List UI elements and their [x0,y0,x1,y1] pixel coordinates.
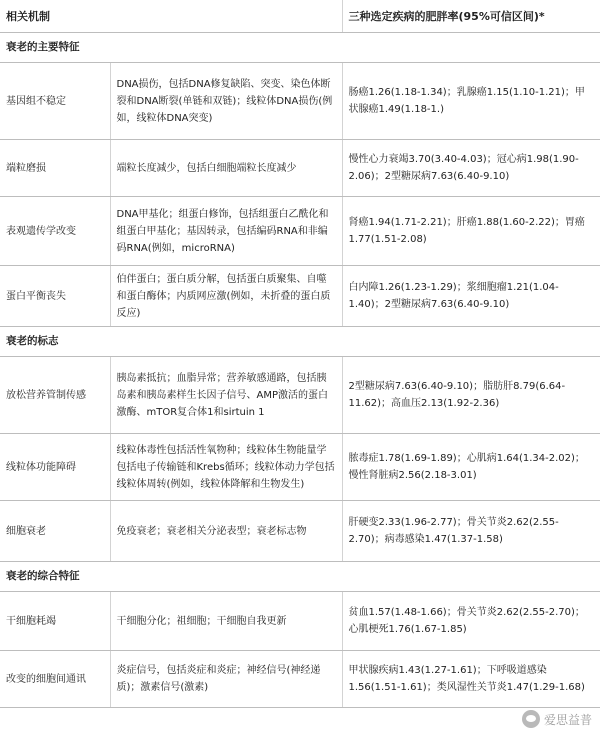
table-row [0,140,600,197]
mechanism-cell: 干细胞耗竭 [0,592,110,651]
table-row [0,357,600,434]
description-cell: 干细胞分化；祖细胞；干细胞自我更新 [110,592,342,651]
section-title-antagonistic: 衰老的标志 [0,327,600,357]
rates-cell: 2型糖尿病7.63(6.40-9.10)；脂肪肝8.79(6.64-11.62)；高血压2.13(1.92-2.36) [342,357,600,434]
rates-cell: 肾癌1.94(1.71-2.21)；肝癌1.88(1.60-2.22)；胃癌1.77(1.51-2.08) [342,197,600,266]
rates-cell: 肝硬变2.33(1.96-2.77)；骨关节炎2.62(2.55-2.70)；病毒感染1.47(1.37-1.58) [342,501,600,562]
section-title-integrative: 衰老的综合特征 [0,562,600,592]
description-cell: DNA损伤，包括DNA修复缺陷、突变、染色体断裂和DNA断裂(单链和双链)；线粒体DNA损伤(例如，线粒体DNA突变) [110,63,342,140]
mechanism-cell: 细胞衰老 [0,501,110,562]
watermark-text: 爱思益普 [543,712,592,727]
description-cell: 炎症信号，包括炎症和炎症；神经信号(神经递质)；激素信号(激素) [110,651,342,708]
description-cell: 伯伴蛋白；蛋白质分解，包括蛋白质聚集、自噬和蛋白酶体；内质网应激(例如，未折叠的蛋白质反应) [110,266,342,327]
mechanism-cell: 放松营养管制传感 [0,357,110,434]
table-row [0,501,600,562]
description-cell: 线粒体毒性包括活性氧物种；线粒体生物能量学包括电子传输链和Krebs循环；线粒体动力学包括线粒体周转(例如，线粒体降解和生物发生) [110,434,342,501]
mechanism-cell: 端粒磨损 [0,140,110,197]
table-row [0,651,600,708]
chat-bubble-icon [522,710,540,728]
header-mechanism: 相关机制 [0,0,342,33]
table-row [0,197,600,266]
description-cell: 免疫衰老；衰老相关分泌表型；衰老标志物 [110,501,342,562]
rates-cell: 甲状腺疾病1.43(1.27-1.61)；下呼吸道感染1.56(1.51-1.61)；类风湿性关节炎1.47(1.29-1.68) [342,651,600,708]
description-cell: 胰岛素抵抗；血脂异常；营养敏感通路，包括胰岛素和胰岛素样生长因子信号、AMP激活的蛋白激酶、mTOR复合体1和sirtuin 1 [110,357,342,434]
table-row [0,63,600,140]
watermark [522,710,592,728]
rates-cell: 贫血1.57(1.48-1.66)；骨关节炎2.62(2.55-2.70)；心肌梗死1.76(1.67-1.85) [342,592,600,651]
section-row [0,33,600,63]
mechanism-cell: 改变的细胞间通讯 [0,651,110,708]
mechanism-cell: 蛋白平衡丧失 [0,266,110,327]
section-row [0,562,600,592]
rates-cell: 脓毒症1.78(1.69-1.89)；心肌病1.64(1.34-2.02)；慢性肾脏病2.56(2.18-3.01) [342,434,600,501]
section-title-primary: 衰老的主要特征 [0,33,600,63]
table-row [0,434,600,501]
description-cell: DNA甲基化；组蛋白修饰，包括组蛋白乙酰化和组蛋白甲基化；基因转录，包括编码RNA和非编码RNA(例如，microRNA) [110,197,342,266]
rates-cell: 白内障1.26(1.23-1.29)；浆细胞瘤1.21(1.04-1.40)；2型糖尿病7.63(6.40-9.10) [342,266,600,327]
table-row [0,266,600,327]
mechanism-cell: 表观遗传学改变 [0,197,110,266]
description-cell: 端粒长度减少，包括白细胞端粒长度减少 [110,140,342,197]
section-row [0,327,600,357]
rates-cell: 肠癌1.26(1.18-1.34)；乳腺癌1.15(1.10-1.21)；甲状腺癌1.49(1.18-1.) [342,63,600,140]
table-header-row [0,0,600,33]
table-row [0,592,600,651]
mechanism-cell: 基因组不稳定 [0,63,110,140]
mechanism-cell: 线粒体功能障碍 [0,434,110,501]
rates-cell: 慢性心力衰竭3.70(3.40-4.03)；冠心病1.98(1.90-2.06)；2型糖尿病7.63(6.40-9.10) [342,140,600,197]
header-obesity-rate: 三种选定疾病的肥胖率(95%可信区间)* [342,0,600,33]
